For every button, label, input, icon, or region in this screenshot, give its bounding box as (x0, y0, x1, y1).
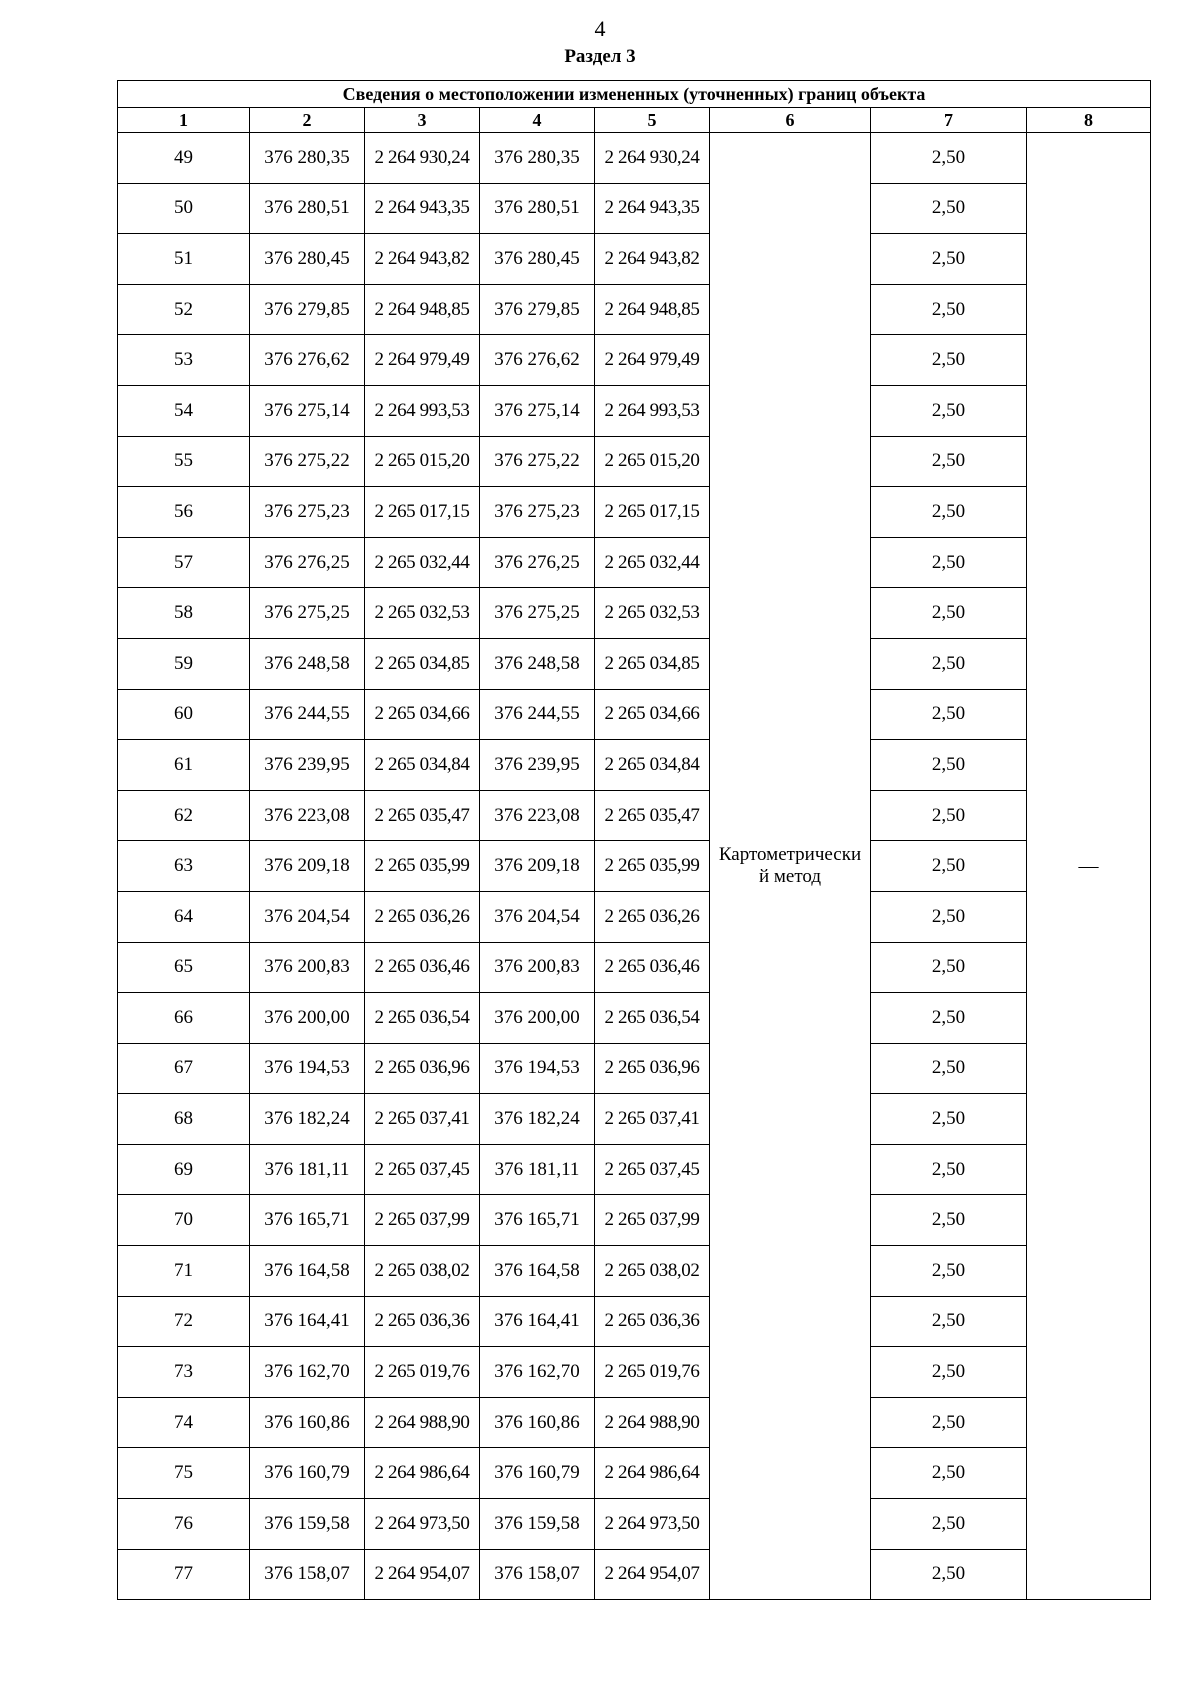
table-row (118, 1499, 1151, 1550)
table-row (118, 487, 1151, 538)
point-number-cell: 62 (118, 790, 250, 841)
method-text-line2: й метод (758, 866, 822, 888)
y-coordinate-cell: 2 264 954,07 (365, 1549, 480, 1600)
y-coordinate-cell: 2 265 034,85 (365, 638, 480, 689)
x-coordinate-cell: 376 181,11 (250, 1144, 365, 1195)
point-number-cell: 50 (118, 183, 250, 234)
x-coordinate-cell: 376 239,95 (480, 740, 595, 791)
y-coordinate-cell: 2 265 037,41 (365, 1094, 480, 1145)
y-coordinate-cell: 2 264 930,24 (365, 133, 480, 184)
y-coordinate-cell: 2 264 943,82 (365, 234, 480, 285)
y-coordinate-cell: 2 265 036,36 (365, 1296, 480, 1347)
method-cell (710, 133, 871, 1600)
accuracy-cell: 2,50 (871, 1144, 1027, 1195)
point-number-cell: 65 (118, 942, 250, 993)
accuracy-cell: 2,50 (871, 1448, 1027, 1499)
point-number-cell: 71 (118, 1246, 250, 1297)
y-coordinate-cell: 2 265 037,45 (595, 1144, 710, 1195)
x-coordinate-cell: 376 182,24 (480, 1094, 595, 1145)
column-number: 2 (250, 108, 365, 133)
boundary-coordinates-table (117, 80, 1151, 1600)
y-coordinate-cell: 2 264 973,50 (595, 1499, 710, 1550)
accuracy-cell: 2,50 (871, 1397, 1027, 1448)
x-coordinate-cell: 376 200,00 (250, 993, 365, 1044)
point-number-cell: 73 (118, 1347, 250, 1398)
accuracy-cell: 2,50 (871, 183, 1027, 234)
y-coordinate-cell: 2 265 032,53 (595, 588, 710, 639)
y-coordinate-cell: 2 264 948,85 (365, 284, 480, 335)
point-number-cell: 53 (118, 335, 250, 386)
x-coordinate-cell: 376 159,58 (250, 1499, 365, 1550)
accuracy-cell: 2,50 (871, 1549, 1027, 1600)
point-number-cell: 68 (118, 1094, 250, 1145)
x-coordinate-cell: 376 223,08 (480, 790, 595, 841)
y-coordinate-cell: 2 265 036,96 (595, 1043, 710, 1094)
y-coordinate-cell: 2 265 036,46 (365, 942, 480, 993)
accuracy-cell: 2,50 (871, 942, 1027, 993)
table-row (118, 133, 1151, 184)
table-row (118, 1296, 1151, 1347)
x-coordinate-cell: 376 280,51 (480, 183, 595, 234)
x-coordinate-cell: 376 279,85 (250, 284, 365, 335)
column-number-row (118, 108, 1151, 133)
x-coordinate-cell: 376 204,54 (250, 891, 365, 942)
y-coordinate-cell: 2 264 988,90 (365, 1397, 480, 1448)
y-coordinate-cell: 2 264 986,64 (365, 1448, 480, 1499)
y-coordinate-cell: 2 265 036,36 (595, 1296, 710, 1347)
x-coordinate-cell: 376 158,07 (250, 1549, 365, 1600)
point-number-cell: 57 (118, 537, 250, 588)
table-row (118, 385, 1151, 436)
x-coordinate-cell: 376 165,71 (480, 1195, 595, 1246)
y-coordinate-cell: 2 265 038,02 (365, 1246, 480, 1297)
accuracy-cell: 2,50 (871, 1043, 1027, 1094)
x-coordinate-cell: 376 280,35 (250, 133, 365, 184)
accuracy-cell: 2,50 (871, 537, 1027, 588)
y-coordinate-cell: 2 265 036,54 (365, 993, 480, 1044)
x-coordinate-cell: 376 244,55 (250, 689, 365, 740)
y-coordinate-cell: 2 265 034,66 (595, 689, 710, 740)
y-coordinate-cell: 2 265 015,20 (365, 436, 480, 487)
y-coordinate-cell: 2 264 993,53 (365, 385, 480, 436)
column-number: 1 (118, 108, 250, 133)
table-row (118, 335, 1151, 386)
column-number: 5 (595, 108, 710, 133)
table-row (118, 1246, 1151, 1297)
table-row (118, 588, 1151, 639)
x-coordinate-cell: 376 194,53 (480, 1043, 595, 1094)
x-coordinate-cell: 376 279,85 (480, 284, 595, 335)
y-coordinate-cell: 2 265 036,26 (595, 891, 710, 942)
column-number: 3 (365, 108, 480, 133)
x-coordinate-cell: 376 275,14 (480, 385, 595, 436)
y-coordinate-cell: 2 264 948,85 (595, 284, 710, 335)
x-coordinate-cell: 376 181,11 (480, 1144, 595, 1195)
point-number-cell: 59 (118, 638, 250, 689)
y-coordinate-cell: 2 265 032,53 (365, 588, 480, 639)
table-row (118, 638, 1151, 689)
x-coordinate-cell: 376 275,23 (480, 487, 595, 538)
x-coordinate-cell: 376 280,51 (250, 183, 365, 234)
y-coordinate-cell: 2 265 036,96 (365, 1043, 480, 1094)
y-coordinate-cell: 2 265 015,20 (595, 436, 710, 487)
x-coordinate-cell: 376 275,25 (480, 588, 595, 639)
y-coordinate-cell: 2 264 954,07 (595, 1549, 710, 1600)
accuracy-cell: 2,50 (871, 487, 1027, 538)
x-coordinate-cell: 376 158,07 (480, 1549, 595, 1600)
x-coordinate-cell: 376 164,41 (250, 1296, 365, 1347)
point-number-cell: 60 (118, 689, 250, 740)
table-body (118, 133, 1151, 1600)
accuracy-cell: 2,50 (871, 436, 1027, 487)
column8-cell: — (1027, 133, 1151, 1600)
x-coordinate-cell: 376 280,45 (480, 234, 595, 285)
x-coordinate-cell: 376 275,25 (250, 588, 365, 639)
y-coordinate-cell: 2 265 017,15 (595, 487, 710, 538)
x-coordinate-cell: 376 164,58 (250, 1246, 365, 1297)
x-coordinate-cell: 376 248,58 (250, 638, 365, 689)
y-coordinate-cell: 2 264 988,90 (595, 1397, 710, 1448)
x-coordinate-cell: 376 275,14 (250, 385, 365, 436)
table-row (118, 1043, 1151, 1094)
x-coordinate-cell: 376 160,86 (480, 1397, 595, 1448)
y-coordinate-cell: 2 264 943,82 (595, 234, 710, 285)
y-coordinate-cell: 2 265 036,54 (595, 993, 710, 1044)
point-number-cell: 63 (118, 841, 250, 892)
y-coordinate-cell: 2 265 035,99 (365, 841, 480, 892)
accuracy-cell: 2,50 (871, 1296, 1027, 1347)
accuracy-cell: 2,50 (871, 1246, 1027, 1297)
section-title: Раздел 3 (564, 46, 636, 67)
accuracy-cell: 2,50 (871, 1195, 1027, 1246)
x-coordinate-cell: 376 276,25 (250, 537, 365, 588)
table-row (118, 183, 1151, 234)
x-coordinate-cell: 376 244,55 (480, 689, 595, 740)
point-number-cell: 52 (118, 284, 250, 335)
x-coordinate-cell: 376 182,24 (250, 1094, 365, 1145)
point-number-cell: 69 (118, 1144, 250, 1195)
column-number: 6 (710, 108, 871, 133)
accuracy-cell: 2,50 (871, 385, 1027, 436)
y-coordinate-cell: 2 265 032,44 (595, 537, 710, 588)
x-coordinate-cell: 376 223,08 (250, 790, 365, 841)
x-coordinate-cell: 376 162,70 (250, 1347, 365, 1398)
y-coordinate-cell: 2 265 037,45 (365, 1144, 480, 1195)
table-row (118, 234, 1151, 285)
accuracy-cell: 2,50 (871, 1094, 1027, 1145)
x-coordinate-cell: 376 164,58 (480, 1246, 595, 1297)
point-number-cell: 74 (118, 1397, 250, 1448)
x-coordinate-cell: 376 276,62 (480, 335, 595, 386)
table-row (118, 1347, 1151, 1398)
table-row (118, 1397, 1151, 1448)
accuracy-cell: 2,50 (871, 740, 1027, 791)
y-coordinate-cell: 2 265 038,02 (595, 1246, 710, 1297)
point-number-cell: 66 (118, 993, 250, 1044)
y-coordinate-cell: 2 265 037,99 (595, 1195, 710, 1246)
table-row (118, 841, 1151, 892)
y-coordinate-cell: 2 264 930,24 (595, 133, 710, 184)
y-coordinate-cell: 2 264 979,49 (365, 335, 480, 386)
x-coordinate-cell: 376 209,18 (480, 841, 595, 892)
table-row (118, 436, 1151, 487)
table-row (118, 1094, 1151, 1145)
point-number-cell: 49 (118, 133, 250, 184)
y-coordinate-cell: 2 265 034,85 (595, 638, 710, 689)
y-coordinate-cell: 2 265 036,46 (595, 942, 710, 993)
y-coordinate-cell: 2 264 943,35 (365, 183, 480, 234)
x-coordinate-cell: 376 280,35 (480, 133, 595, 184)
x-coordinate-cell: 376 275,22 (480, 436, 595, 487)
point-number-cell: 54 (118, 385, 250, 436)
table-row (118, 1144, 1151, 1195)
x-coordinate-cell: 376 239,95 (250, 740, 365, 791)
accuracy-cell: 2,50 (871, 841, 1027, 892)
point-number-cell: 51 (118, 234, 250, 285)
y-coordinate-cell: 2 264 943,35 (595, 183, 710, 234)
y-coordinate-cell: 2 265 019,76 (365, 1347, 480, 1398)
y-coordinate-cell: 2 264 986,64 (595, 1448, 710, 1499)
x-coordinate-cell: 376 160,79 (250, 1448, 365, 1499)
y-coordinate-cell: 2 264 973,50 (365, 1499, 480, 1550)
accuracy-cell: 2,50 (871, 133, 1027, 184)
x-coordinate-cell: 376 280,45 (250, 234, 365, 285)
x-coordinate-cell: 376 160,79 (480, 1448, 595, 1499)
table-row (118, 790, 1151, 841)
table-row (118, 537, 1151, 588)
y-coordinate-cell: 2 265 035,47 (595, 790, 710, 841)
accuracy-cell: 2,50 (871, 790, 1027, 841)
table-row (118, 993, 1151, 1044)
y-coordinate-cell: 2 264 979,49 (595, 335, 710, 386)
y-coordinate-cell: 2 265 035,99 (595, 841, 710, 892)
point-number-cell: 58 (118, 588, 250, 639)
accuracy-cell: 2,50 (871, 588, 1027, 639)
table-row (118, 689, 1151, 740)
table-row (118, 284, 1151, 335)
x-coordinate-cell: 376 160,86 (250, 1397, 365, 1448)
accuracy-cell: 2,50 (871, 234, 1027, 285)
accuracy-cell: 2,50 (871, 335, 1027, 386)
accuracy-cell: 2,50 (871, 284, 1027, 335)
x-coordinate-cell: 376 165,71 (250, 1195, 365, 1246)
x-coordinate-cell: 376 209,18 (250, 841, 365, 892)
x-coordinate-cell: 376 276,25 (480, 537, 595, 588)
x-coordinate-cell: 376 200,83 (480, 942, 595, 993)
x-coordinate-cell: 376 248,58 (480, 638, 595, 689)
table-row (118, 942, 1151, 993)
accuracy-cell: 2,50 (871, 993, 1027, 1044)
point-number-cell: 67 (118, 1043, 250, 1094)
table-row (118, 1195, 1151, 1246)
x-coordinate-cell: 376 200,00 (480, 993, 595, 1044)
table-caption: Сведения о местоположении измененных (уточненных) границ объекта (118, 81, 1151, 108)
table-row (118, 1549, 1151, 1600)
accuracy-cell: 2,50 (871, 1499, 1027, 1550)
table-row (118, 740, 1151, 791)
x-coordinate-cell: 376 275,23 (250, 487, 365, 538)
point-number-cell: 64 (118, 891, 250, 942)
x-coordinate-cell: 376 276,62 (250, 335, 365, 386)
x-coordinate-cell: 376 194,53 (250, 1043, 365, 1094)
method-text-line1: Картометрически (718, 844, 862, 866)
x-coordinate-cell: 376 162,70 (480, 1347, 595, 1398)
x-coordinate-cell: 376 204,54 (480, 891, 595, 942)
y-coordinate-cell: 2 265 032,44 (365, 537, 480, 588)
point-number-cell: 61 (118, 740, 250, 791)
point-number-cell: 76 (118, 1499, 250, 1550)
point-number-cell: 72 (118, 1296, 250, 1347)
point-number-cell: 77 (118, 1549, 250, 1600)
x-coordinate-cell: 376 275,22 (250, 436, 365, 487)
point-number-cell: 70 (118, 1195, 250, 1246)
x-coordinate-cell: 376 164,41 (480, 1296, 595, 1347)
column-number: 7 (871, 108, 1027, 133)
column-number: 8 (1027, 108, 1151, 133)
y-coordinate-cell: 2 265 019,76 (595, 1347, 710, 1398)
table-row (118, 1448, 1151, 1499)
table-row (118, 891, 1151, 942)
accuracy-cell: 2,50 (871, 1347, 1027, 1398)
page-number: 4 (594, 16, 606, 41)
point-number-cell: 55 (118, 436, 250, 487)
point-number-cell: 75 (118, 1448, 250, 1499)
y-coordinate-cell: 2 264 993,53 (595, 385, 710, 436)
y-coordinate-cell: 2 265 034,66 (365, 689, 480, 740)
y-coordinate-cell: 2 265 037,41 (595, 1094, 710, 1145)
y-coordinate-cell: 2 265 017,15 (365, 487, 480, 538)
y-coordinate-cell: 2 265 034,84 (365, 740, 480, 791)
y-coordinate-cell: 2 265 036,26 (365, 891, 480, 942)
accuracy-cell: 2,50 (871, 638, 1027, 689)
x-coordinate-cell: 376 159,58 (480, 1499, 595, 1550)
point-number-cell: 56 (118, 487, 250, 538)
column-number: 4 (480, 108, 595, 133)
y-coordinate-cell: 2 265 037,99 (365, 1195, 480, 1246)
y-coordinate-cell: 2 265 035,47 (365, 790, 480, 841)
y-coordinate-cell: 2 265 034,84 (595, 740, 710, 791)
accuracy-cell: 2,50 (871, 891, 1027, 942)
x-coordinate-cell: 376 200,83 (250, 942, 365, 993)
accuracy-cell: 2,50 (871, 689, 1027, 740)
